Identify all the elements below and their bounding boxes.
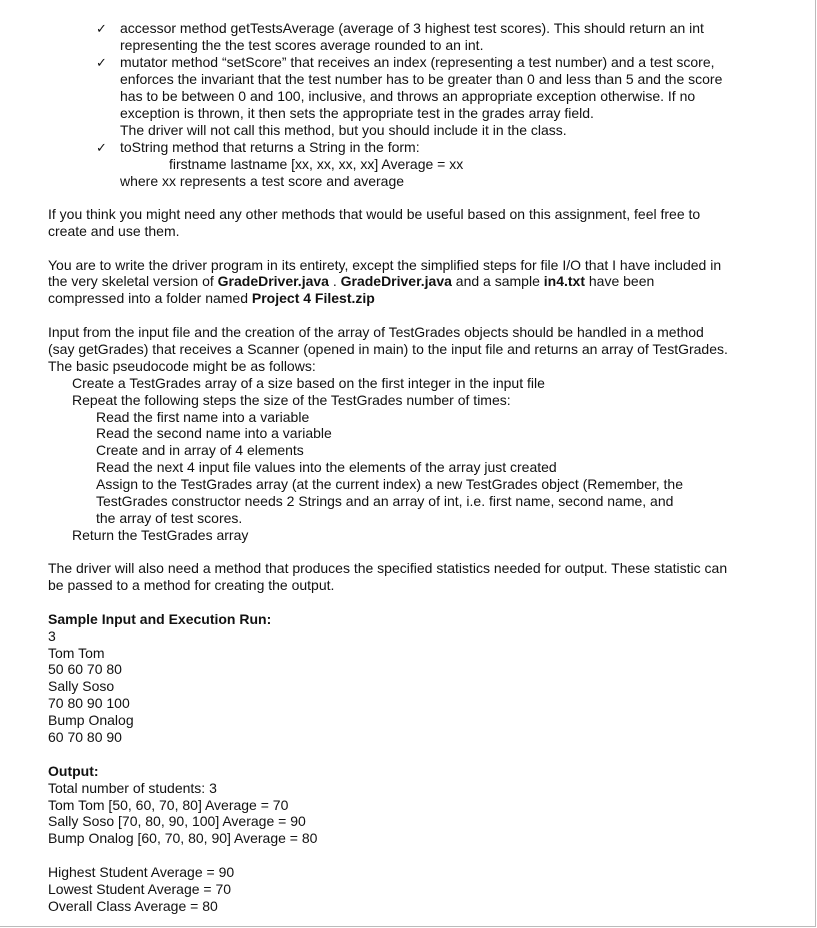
text-run: have been bbox=[584, 273, 655, 289]
output-line: Tom Tom [50, 60, 70, 80] Average = 70 bbox=[48, 797, 289, 813]
bullet-line: representing the the test scores average rounded to an int. bbox=[120, 37, 484, 53]
sample-input-line: Sally Soso bbox=[48, 678, 115, 694]
sample-input-line: Bump Onalog bbox=[48, 712, 134, 728]
paragraph-line: (say getGrades) that receives a Scanner (opened in main) to the input file and returns an array of TestGrades. bbox=[48, 341, 728, 357]
paragraph-line bbox=[48, 290, 375, 307]
pseudocode-step: TestGrades constructor needs 2 Strings and an array of int, i.e. first name, second name, and bbox=[96, 493, 674, 509]
pseudocode-step: Create and in array of 4 elements bbox=[96, 442, 304, 458]
sample-input-line: 70 80 90 100 bbox=[48, 695, 130, 711]
bullet-line: exception is thrown, it then sets the appropriate test in the grades array field. bbox=[120, 105, 594, 121]
pseudocode-step: Read the first name into a variable bbox=[96, 409, 310, 425]
pseudocode-line: Return the TestGrades array bbox=[72, 527, 249, 543]
output-line: Bump Onalog [60, 70, 80, 90] Average = 80 bbox=[48, 830, 318, 846]
text-run: the very skeletal version of bbox=[48, 273, 218, 289]
checkmark-icon: ✓ bbox=[96, 140, 107, 155]
stats-line: Overall Class Average = 80 bbox=[48, 898, 218, 914]
bullet-line-indented: firstname lastname [xx, xx, xx, xx] Average = xx bbox=[169, 156, 464, 172]
stats-line: Highest Student Average = 90 bbox=[48, 864, 235, 880]
bullet-line: where xx represents a test score and average bbox=[120, 173, 405, 189]
filename-bold: GradeDriver.java bbox=[217, 273, 329, 289]
pseudocode-step: the array of test scores. bbox=[96, 510, 243, 526]
pseudocode-line: Create a TestGrades array of a size based on the first integer in the input file bbox=[72, 375, 545, 391]
bullet-line: The driver will not call this method, but you should include it in the class. bbox=[120, 122, 567, 138]
paragraph-line: You are to write the driver program in its entirety, except the simplified steps for file I/O that I have included in bbox=[48, 257, 722, 273]
bullet-line: enforces the invariant that the test number has to be greater than 0 and less than 5 and the score bbox=[120, 71, 723, 87]
paragraph-line: The basic pseudocode might be as follows: bbox=[48, 358, 316, 374]
bullet-line: mutator method “setScore” that receives an index (representing a test number) and a test score, bbox=[120, 54, 715, 70]
paragraph-line: be passed to a method for creating the output. bbox=[48, 577, 335, 593]
filename-bold: in4.txt bbox=[543, 273, 585, 289]
sample-heading: Sample Input and Execution Run: bbox=[48, 611, 272, 627]
text-run: . bbox=[328, 273, 341, 289]
checkmark-icon: ✓ bbox=[96, 55, 107, 70]
bullet-line: has to be between 0 and 100, inclusive, and throws an appropriate exception otherwise. If no bbox=[120, 88, 696, 104]
sample-input-line: 50 60 70 80 bbox=[48, 661, 122, 677]
zip-name-bold: Project 4 Filest.zip bbox=[251, 290, 375, 306]
output-heading: Output: bbox=[48, 763, 99, 779]
pseudocode-step: Read the next 4 input file values into the elements of the array just created bbox=[96, 459, 557, 475]
pseudocode-step: Assign to the TestGrades array (at the current index) a new TestGrades object (Remember, the bbox=[96, 476, 683, 492]
paragraph-line bbox=[48, 273, 654, 290]
paragraph-line: Input from the input file and the creation of the array of TestGrades objects should be handled in a method bbox=[48, 324, 704, 340]
paragraph-line: If you think you might need any other methods that would be useful based on this assignment, feel free to bbox=[48, 206, 701, 222]
text-run: and a sample bbox=[451, 273, 544, 289]
sample-input-line: 60 70 80 90 bbox=[48, 729, 122, 745]
bullet-line: toString method that returns a String in the form: bbox=[120, 139, 420, 155]
filename-bold: GradeDriver.java bbox=[340, 273, 452, 289]
paragraph-line: create and use them. bbox=[48, 223, 180, 239]
checkmark-icon: ✓ bbox=[96, 21, 107, 36]
paragraph-line: The driver will also need a method that produces the specified statistics needed for output. These statistic can bbox=[48, 560, 728, 576]
text-run: compressed into a folder named bbox=[48, 290, 252, 306]
output-line: Sally Soso [70, 80, 90, 100] Average = 90 bbox=[48, 813, 306, 829]
sample-input-line: 3 bbox=[48, 628, 56, 644]
sample-input-line: Tom Tom bbox=[48, 645, 105, 661]
bullet-line: accessor method getTestsAverage (average of 3 highest test scores). This should return an int bbox=[120, 20, 704, 36]
stats-line: Lowest Student Average = 70 bbox=[48, 881, 232, 897]
output-line: Total number of students: 3 bbox=[48, 780, 217, 796]
pseudocode-line: Repeat the following steps the size of the TestGrades number of times: bbox=[72, 392, 511, 408]
pseudocode-step: Read the second name into a variable bbox=[96, 425, 332, 441]
